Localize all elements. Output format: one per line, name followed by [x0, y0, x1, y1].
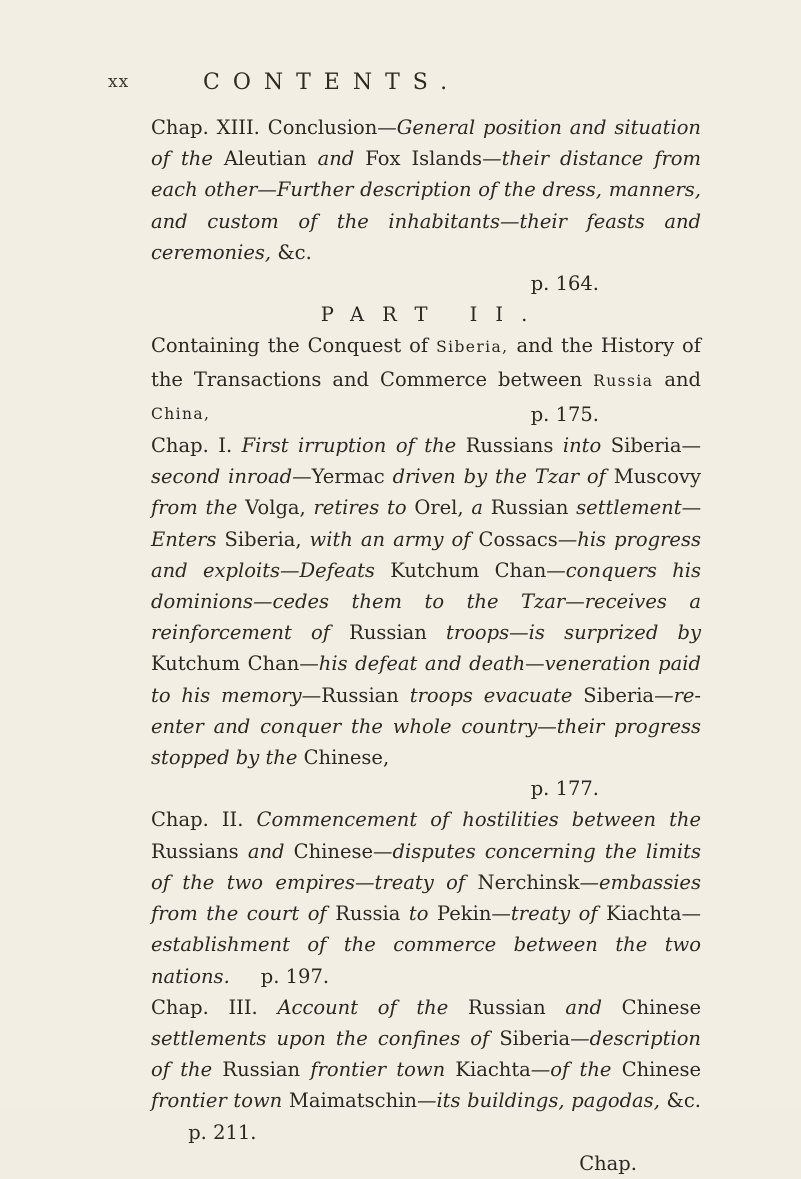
folio: xx: [108, 72, 130, 92]
chapter-13-page: p. 164.: [530, 272, 599, 296]
chapter-2-page: p. 197.: [260, 964, 330, 988]
chapter-1-entry: Chap. I. First irruption of the Russians into Siberia—second inroad—Yermac driven by the Tzar of Muscovy from the Volga, retires to Orel, a Russian settlement—Enters Siberia, with an army of Cossacs—his progress and exploits—Defeats Kutchum Chan—conquers his dominions—cedes them to the Tzar—receives a reinforcement of Russian troops—is surprized by Kutchum Chan—his defeat and death—veneration paid to his memory—Russian troops evacuate Siberia—re-enter and conquer the whole country—their progress stopped by the Chinese,: [151, 434, 702, 770]
chapter-2-entry: Chap. II. Commencement of hostilities between the Russians and Chinese—disputes concerning the limits of the two empires—treaty of Nerchinsk—embassies from the court of Russia to Pekin—treaty of Kiachta—establishment of the commerce between the two nations. p. 197.: [151, 808, 702, 988]
chapter-1-page: p. 177.: [530, 777, 599, 801]
contents-body: [151, 112, 701, 1179]
chapter-3-page: p. 211.: [188, 1120, 257, 1144]
chapter-13-entry: Chap. XIII. Conclusion—General position and situation of the Aleutian and Fox Islands—their distance from each other—Further description of the dress, manners, and custom of the inhabitants—their feasts and ceremonies, &c.: [151, 116, 702, 264]
part-title: PART II.: [320, 303, 546, 327]
part-page: p. 175.: [530, 402, 599, 426]
running-head: CONTENTS.: [203, 70, 461, 95]
chapter-3-entry: Chap. III. Account of the Russian and Chinese settlements upon the confines of Siberia—description of the Russian frontier town Kiachta—of the Chinese frontier town Maimatschin—its buildings, pagodas, &c. p. 211.: [151, 995, 702, 1144]
page-header: [108, 70, 668, 100]
catchword: Chap.: [579, 1151, 637, 1175]
part-description: Containing the Conquest of Siberia, and the History of the Transactions and Commerce between Russia and China,: [151, 334, 702, 423]
